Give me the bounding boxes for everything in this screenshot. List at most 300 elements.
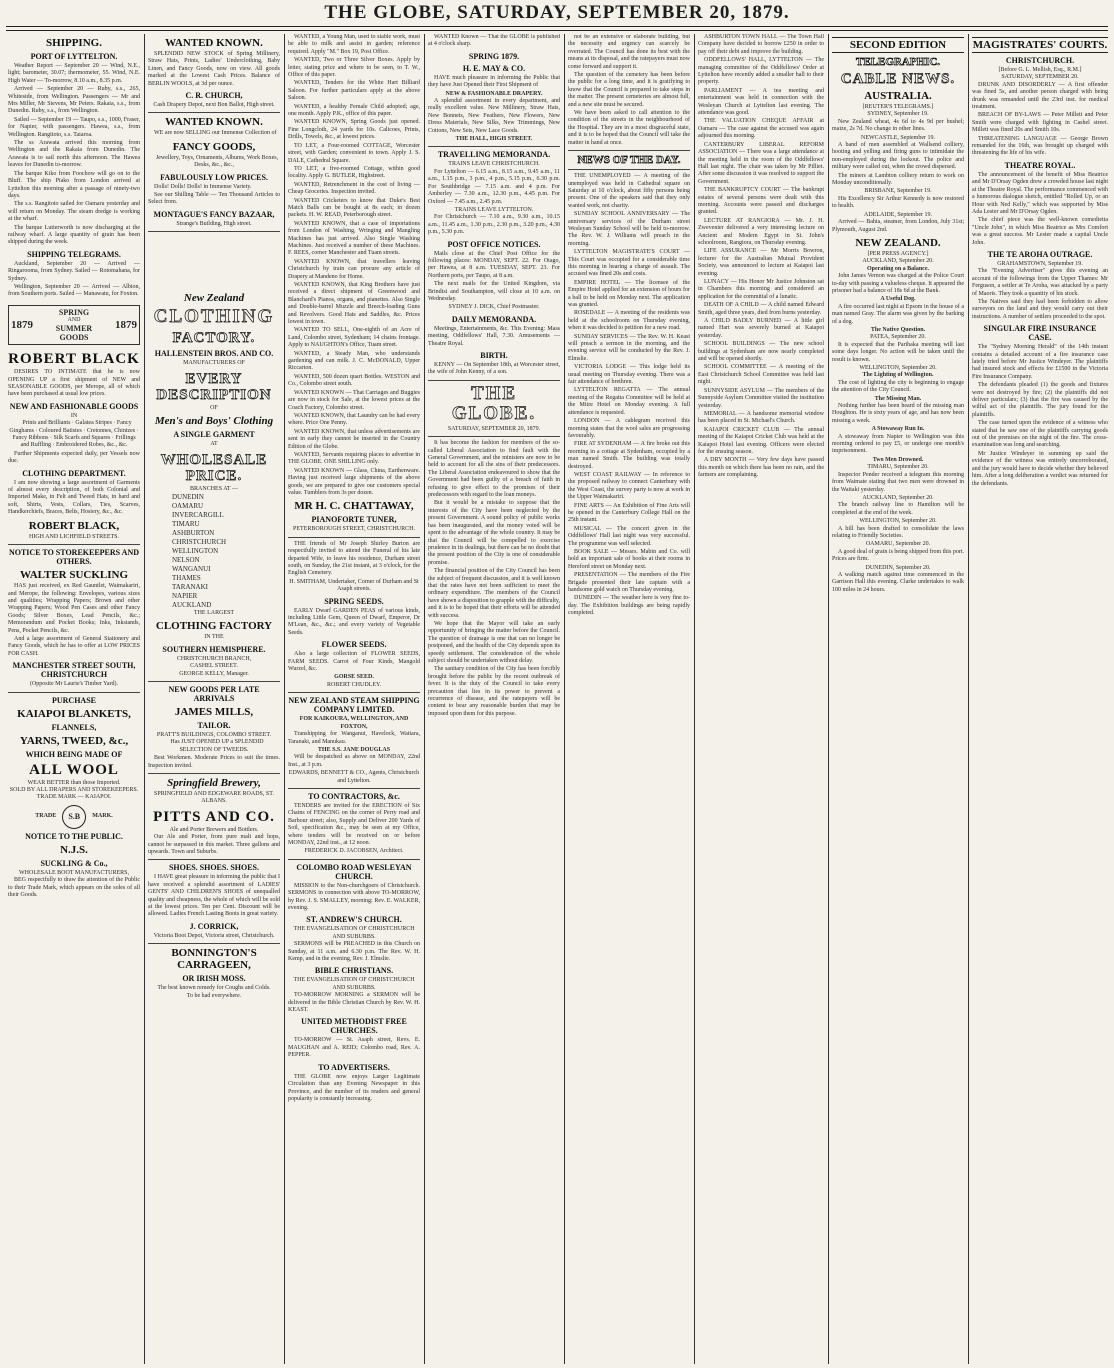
divider [8,692,140,693]
insurance-case-text: The defendants pleaded (1) the goods and fixtures were not destroyed by fire; (2) the plaintiffs did not deliver particulars; (3) that the fire was caused by the wilful act of the plaintiffs. The jury found for the plaintiffs. [972,382,1108,418]
news-item: LONDON — A cablegram received this morning states that the wool sales are progressing favourably. [568,418,690,439]
spring-1879: SPRING 1879. [468,51,520,61]
manchester-note: (Opposite Mr Laurie's Timber Yard). [29,681,119,688]
the-largest: THE LARGEST [193,609,235,616]
clothing-word: CLOTHING [153,306,275,328]
kaiapoi-blankets: KAIAPOI BLANKETS, [17,707,131,720]
magistrates-courts-heading: MAGISTRATES' COURTS. [972,39,1108,51]
news-item: MEMORIAL — A handsome memorial window has been placed in St. Michael's Church. [698,410,824,425]
ship-departure: Will be despatched as above on MONDAY, 22nd Inst., at 3 p.m. [288,754,420,768]
divider [288,788,420,789]
ship-name: THE S.S. JANE DOUGLAS [317,746,391,753]
chattaway-title: MR H. C. CHATTAWAY, [294,500,414,513]
united-methodist-heading: UNITED METHODIST FREE CHURCHES. [301,1017,407,1036]
news-item: FIRE AT SYDENHAM — A fire broke out this morning in a cottage at Sydenham, occupied by a man named Smith. The building was totally destroyed. [568,441,690,470]
branch-town: THAMES [172,573,201,582]
news-item: EMPIRE HOTEL — The licensee of the Empire Hotel applied for an extension of hours for a ball to be held on Monday next. The application was granted. [568,279,690,308]
new-fashion-heading: NEW AND FASHIONABLE GOODS [9,401,139,411]
cable-item: A good deal of grain is being shipped from this port. Prices are firm. [832,548,964,563]
flower-seeds-heading: FLOWER SEEDS. [321,640,387,650]
wanted-known-heading: WANTED KNOWN. [165,116,263,129]
divider [148,859,280,860]
flower-seeds-text: Also a large collection of FLOWER SEEDS, FARM SEEDS. Carrot of Four Kinds, Mangold Wurzel, &c. [288,651,420,673]
robert-black-address: HIGH AND LICHFIELD STREETS. [29,533,119,540]
cable-item: Nothing further has been heard of the missing man Houghton. He is sixty years of age, and has now been missing a week. [832,403,964,424]
divider [148,681,280,682]
news-item: PARLIAMENT — A tea meeting and entertainment was held in connection with the Wesleyan Church at Lyttelton last evening. The attendance was good. [698,87,824,117]
classified-ad: WANTED KNOWN, that Laundry can be had every where. Price One Penny. [288,412,420,427]
subheading: Operating on a Balance. [866,265,929,272]
spacer [148,235,280,289]
cable-item: Inspector Pender received a telegram this morning from Waimate stating that two men were drowned in the Waitaki yesterday. [832,471,964,493]
news-item: CANTERBURY LIBERAL REFORM ASSOCIATION — There was a large attendance at the meeting held in the room of the Oddfellows' Hall last night. The chair was taken by Mr Pilliet. After some discussion it was resolved to support the Government. [698,141,824,185]
news-item: SCHOOL COMMITTEE — A meeting of the East Christchurch School Committee was held last night. [698,364,824,386]
dateline: AUCKLAND, September 20. [862,258,934,265]
mission-text: MISSION to the Non-churchgoers of Christchurch. SERMONS in connection with above TO-MORROW, by Rev. J. S. SMALLEY, morning; Rev. E. WALKER, evening. [288,882,420,911]
sermons-text: SERMONS will be PREACHED in this Church on Sunday, at 11 a.m. and 6.30 p.m. The Rev. W. H. Kemp, and in the evening, Rev. J. Elmslie. [288,941,420,963]
njs-title: N.J.S. [60,843,88,856]
news-item: DEATH OF A CHILD — A child named Edward Smith, aged three years, died from burns yesterday. [698,302,824,316]
tenders-text: TENDERS are invited for the ERECTION of Six Chains of FENCING on the corner of Perry road and Barbour street; also, Supply and Deliver 200 Yards of Soil, specification &c., may be seen at my Office, where tenders will be received on or before MONDAY, 22nd inst., at 12 noon. [288,802,420,846]
irish-moss: OR IRISH MOSS. [182,974,246,984]
spring-seeds-heading: SPRING SEEDS. [324,596,384,606]
court-date: SATURDAY, SEPTEMBER 20. [1001,74,1079,81]
springfield-brewery: Springfield Brewery, [167,776,261,789]
cable-item: A stowaway from Napier to Wellington was this morning ordered to pay £5, or undergo one month's imprisonment. [832,433,964,455]
clothing-dept-text: I am now showing a large assortment of Garments of almost every description, of both Colonial and Imported Make, in Felt and Tweed Hats, in hard and soft, Shirts, Vests, Collars, Ties, Scarves, Handkerchiefs, Braces, Belts, Hosiery, &c., &c. [8,479,140,516]
cable-item: The branch railway line to Hamilton will be completed at the end of the week. [832,502,964,516]
editorial-paragraph: The financial position of the City Council has been the subject of frequent discussion, and it is well known that the rates have not been sufficient to meet the ordinary expenditure. The members of the Council have shown a disposition to grapple with the difficulty, and it is to be hoped that their efforts will be attended with success. [428,568,560,619]
news-item: SCHOOL BUILDINGS — The new school buildings at Sydenham are now nearly completed and will be opened shortly. [698,341,824,363]
court-case: BREACH OF BY-LAWS — Peter Millett and Peter Smith were charged with fighting in Cashel street. Millett was fined 20s and Smith 10s. [972,112,1108,134]
te-aroha-report: The "Evening Advertiser" gives this evening an account of the followings from the Upper Thames: Mr Ferguson, a settler at Te Aroha, was attacked by a party of Maoris. They took a quantity of his stock. [972,268,1108,297]
cable-item: The cost of lighting the city is beginning to engage the attention of the City Council. [832,379,964,394]
classified-ad: WANTED KNOWN, Spring Goods just opened. Fine Longcloth, 24 yards for 10s. Calicoes, Prints, Drills, Towels, &c., at lowest prices. [288,119,420,141]
cable-item: His Excellency Sir Arthur Kennedy is now restored to health. [832,195,964,210]
subheading: A Stowaway Run In. [871,426,925,433]
postmaster: SYDNEY J. DICK, Chief Postmaster. [448,304,540,311]
cable-item: A walking match against time commenced in the Garrison Hall this evening. Clarke undertakes to walk 100 miles in 24 hours. [832,571,964,593]
goods-word: GOODS [59,333,89,343]
millinery-ad: SPLENDID NEW STOCK of Spring Millinery, Straw Hats, Prints, Ladies' Underclothing, Baby Linen, and Fancy Goods, now on view. All goods marked at the Lowest Cash Prices. Balance of BERLIN WOOLS, at 3d per ounce. [148,51,280,87]
spring-word: SPRING [58,307,90,317]
reuter-credit: [REUTER'S TELEGRAMS.] [862,104,934,110]
subheading: The Lighting of Wellington. [862,372,934,379]
trains-lyttelton: TRAINS LEAVE LYTTELTON. [454,206,534,213]
news-item: THE VALUATION CHEQUE AFFAIR at Oamaru — The case against the accused was again adjourned this morning. [698,118,824,140]
classified-ad: WANTED KNOWN, that a case of importations from London of Washing, Wringing and Mangling Machines has just arrived. Also Single Washing Machines. Just received a number of these Machines. F. REES, corner Manchester and Tuam streets. [288,220,420,257]
te-aroha-heading: THE TE AROHA OUTRAGE. [987,249,1093,259]
te-aroha-report: The Natives said they had been forbidden to allow surveyors on the land and they would carry out their instructions. A number of settlers proceeded to the spot. [972,298,1108,320]
kelly-manager: GEORGE KELLY, Manager. [179,670,249,677]
cable-item: A bill has been drafted to consolidate the laws relating to Friendly Societies. [832,525,964,539]
cable-item: It is expected that the Parihaka meeting will last some days longer. No action will be taken until the result is known. [832,341,964,363]
dateline: SYDNEY, September 19. [867,111,929,118]
australia-heading: AUSTRALIA. [864,90,932,102]
branches-at: BRANCHES AT — [190,485,238,492]
news-item: ASHBURTON TOWN HALL — The Town Hall Company have decided to borrow £250 in order to pay off their debt and improve the building. [698,34,824,55]
news-item: LUNACY — His Honor Mr Justice Johnston sat in Chambers this morning and considered an application for the committal of a lunatic. [698,279,824,300]
weather-report: Weather Report — September 20 — Wind, N.E., light; barometer, 30.07; thermometer, 55. Wind, N.E. High Water — To-morrow, 8.10 a.m., 8.35 p.m. [8,63,140,84]
news-item: THE UNEMPLOYED — A meeting of the unemployed was held in Cathedral square on Saturday at 10 o'clock, about fifty persons being present. One of the speakers said that they only wanted work, not charity. [568,173,690,209]
branch-town: TIMARU [172,519,200,528]
insurance-case-text: The "Sydney Morning Herald" of the 14th instant contains a detailed account of a fire insurance case lately tried before Mr Justice Windeyer. The plaintiffs had insured stock and effects for £1500 in the Victoria Fire Insurance Company. [972,344,1108,380]
classified-ad: WANTED, a healthy Female Child adopted; age, one month. Apply P.K., office of this paper. [288,103,420,118]
selling-collection: WE are now SELLING our Immense Collection of [154,130,277,137]
shipping-telegrams-heading: SHIPPING TELEGRAMS. [27,249,121,259]
and-word: AND [67,316,81,323]
montague-address: Strange's Building, High street. [176,220,252,227]
single-garment: A SINGLE GARMENT [173,430,255,440]
gorse-seed: GORSE SEED. [334,674,374,681]
tuner-address: PETERBOROUGH STREET, CHRISTCHURCH. [293,526,415,533]
subheading: Two Men Drowned. [872,456,924,463]
news-item: MUSICAL — The concert given in the Oddfellows' Hall last night was very successful. The programme was well selected. [568,525,690,547]
piano-tuner: PIANOFORTE TUNER, [311,515,397,525]
evangelisation-note: THE EVANGELISATION OF CHRISTCHURCH AND SUBURBS. [293,926,415,940]
daily-memoranda: DAILY MEMORANDA. [451,314,537,324]
news-item: ODDFELLOWS' HALL, LYTTELTON — The managing committee of the Oddfellows' Order at Lyttelton have recently added a smaller hall to their property. [698,57,824,86]
in-the: IN THE [204,634,224,641]
may-co: H. E. MAY & CO. [462,63,526,73]
dateline: AUCKLAND, September 20. [862,494,934,501]
hallenstein-bros: HALLENSTEIN BROS. AND CO. [154,349,274,359]
news-item: FINE ARTS — An Exhibition of Fine Arts will be opened in the Canterbury College Hall on the 25th instant. [568,502,690,524]
robert-black-title: ROBERT BLACK [8,351,140,368]
moss-note: To be had everywhere. [186,992,242,999]
spring-summer-ad [8,305,140,345]
divider [428,380,560,381]
fashion-drapery: NEW & FASHIONABLE DRAPERY. [445,90,543,97]
flannels-word: FLANNELS, [51,722,97,732]
cable-news-heading: CABLE NEWS. [840,71,956,87]
branch-town: AUCKLAND [172,600,212,609]
port-heading: PORT OF LYTTELTON. [30,52,118,61]
court-case: DRUNK AND DISORDERLY — A first offender was fined 5s, and another person charged with being drunk was remanded until the 23rd inst. for medical treatment. [972,81,1108,111]
column-rule [828,34,829,1364]
column-rule [564,34,565,1364]
tweeds-note: Has JUST OPENED UP a SPLENDID SELECTION OF TWEEDS. [170,739,264,753]
factory-word: FACTORY. [172,330,256,347]
divider [148,773,280,774]
branch-town: DUNEDIN [172,492,204,501]
walter-suckling-text: HAS just received, ex Red Gauntlet, Waimakariri, and Merope, the following: Envelopes, various sizes and qualities; Wrapping Papers; Brown and other Wrapping Papers; Wood Pen Cases and other Fancy Goods; Silver Boxes, Lead Pencils, &c.; Memorandum and Pocket Books; Inks, Inkstands, Pens, Pocket Pencils, &c. [8,583,140,634]
brewery-address: SPRINGFIELD AND EDGEWARE ROADS, ST. ALBANS. [154,790,274,805]
column-editorial [428,34,560,1364]
classified-ad: WANTED, a Steady Man, who understands gardening and can milk. J. C. McDONALD, Upper Riccarton. [288,350,420,372]
court-case: THREATENING LANGUAGE — George Brown remanded for the 16th, was brought up charged with threatening the life of his wife. [972,135,1108,157]
masthead: THE GLOBE, SATURDAY, SEPTEMBER 20, 1879. [324,2,790,23]
before-magistrate: [Before G. L. Mellish, Esq., R.M.] [998,67,1082,73]
news-item: THE BANKRUPTCY COURT — The bankrupt estates of several persons were dealt with this morning. Accounts were passed and discharges granted. [698,187,824,216]
trains-christchurch: TRAINS LEAVE CHRISTCHURCH. [448,161,540,168]
column-rule [284,34,285,1364]
news-item: KAIAPOI CRICKET CLUB — The annual meeting of the Kaiapoi Cricket Club was held at the Kaiapoi Hotel last evening. Officers were elected for the ensuing season. [698,426,824,455]
branch-town: INVERCARGILL [172,510,224,519]
birth-notice: KENNY — On September 18th, at Worcester street, the wife of John Kenny, of a son. [428,362,560,376]
undertaker: H. SMITHAM, Undertaker, Corner of Durham and St Asaph streets. [289,578,419,593]
in-word: IN [70,412,78,419]
classified-ad: TO LET, a five-roomed Cottage, within good locality. Apply G. BUTLER, Highstreet. [288,165,420,180]
trade-word: TRADE [35,813,57,820]
telegram-wellington: Wellington, September 20 — Arrived — Albion, from Southern ports. Sailed — Manawatu, for Foxton. [8,283,140,298]
branch-list [148,493,280,610]
at-word: AT [210,441,218,448]
the-hall: THE HALL, HIGH STREET. [455,136,533,143]
divider [428,436,560,437]
cable-item: Arrived — Bahia, steamer, from London, July 31st; Plymouth, August 2nd. [832,219,964,233]
divider [288,859,420,860]
manchester-street: MANCHESTER STREET SOUTH, CHRISTCHURCH [12,661,136,680]
divider [568,169,690,170]
christchurch-heading: CHRISTCHURCH. [1005,56,1075,65]
clothing-dept-heading: CLOTHING DEPARTMENT. [22,468,126,478]
year-left: 1879 [11,318,33,331]
trade-mark-kaiapoi: TRADE MARK — KAIAPOI. [36,794,112,801]
classified-ad: TO LET, a Four-roomed COTTAGE, Worcester street, with Garden; convenient to town. Apply J. S. DALE, Cathedral Square. [288,142,420,164]
dateline: BRISBANE, September 19. [864,188,932,195]
classified-ad: WANTED KNOWN, that travellers leaving Christchurch by train can procure any article of Drapery at Mandeno for Home. [288,258,420,280]
classified-ad: WANTED Cricketers to know that Duke's Best Match Balls can be bought at 8s each; in dozen packets. H. W. READ, Peterborough street. [288,197,420,219]
news-item: A CHILD BADLY BURNED — A little girl named Hart was severely burned at Kaiapoi yesterday. [698,318,824,339]
news-item: LECTURE AT RANGIORA — Mr. J. H. Zwevenier delivered a very interesting lecture on Ancient and Modern Egypt in St. John's schoolroom, Rangiora, on Thursday evening. [698,217,824,246]
contractors-heading: TO CONTRACTORS, &c. [308,791,400,801]
church-name: C. R. CHURCH, [185,91,243,101]
robert-black-intro: DESIRES TO INTIMATE that he is now OPENING UP a first shipment of NEW and SEASONABLE GOODS, per Merope, all of which have been purchased at usual low prices. [8,369,140,398]
divider [288,537,420,538]
shipping-note: The s.s. Rangitoto sailed for Oamaru yesterday and will return on Monday. The steam dredge is working at the wharf. [8,201,140,223]
editorial-paragraph: We hope that the Mayor will take an early opportunity of bringing the matter before the Council. The question of drainage is one that can no longer be postponed, and the health of the City depends upon its speedy settlement. The consideration of the whole subject should be undertaken without delay. [428,620,560,664]
dateline: TIMARU, September 20. [867,464,929,471]
new-goods-arrivals: NEW GOODS PER LATE ARRIVALS [168,684,260,703]
classified-ad: WANTED, Two or Three Silver Boxes. Apply by letter, stating price and where to be seen, to T. W., Office of this paper. [288,57,420,79]
manufacturers-of: MANUFACTURERS OF [183,360,245,367]
memoranda-text: Meetings, Entertainments, &c. This Evening: Mass meeting, Oddfellows' Hall, 7.30. Amusements — Theatre Royal. [428,325,560,347]
james-mills: JAMES MILLS, [174,705,254,718]
classified-ad: WANTED, Servants requiring places to advertise in THE GLOBE. ONE SHILLING only. [288,451,420,466]
may-goods: A splendid assortment in every department, and really excellent value. New Millinery, Straw Hats, New Bonnets, New Feathers, New Flowers, New Dress Materials, New Silks, New Trimmings, New Cottons, New Sets, New Lace Goods. [428,98,560,134]
corrick-name: J. CORRICK, [189,921,239,931]
classified-ad: WANTED KNOWN — That Carriages and Buggies are now in stock for Sale, at the lowest prices at the Coach Factory, Colombo street. [288,389,420,411]
masthead-rule-top [6,26,1108,27]
shilling-table: See our Shilling Table — Ten Thousand Articles to Select from. [148,192,280,206]
shoes-heading: SHOES. SHOES. SHOES. [168,863,260,873]
telegraphic-heading: TELEGRAPHIC. [855,56,941,68]
wanted-known-heading: WANTED KNOWN. [165,37,263,49]
shipping-note: The barque Lutterworth is now discharging at the railway wharf. A large quantity of grain has been shipped during the week. [8,224,140,246]
dateline: DUNEDIN, September 20. [865,564,931,571]
sold-by: SOLD BY ALL DRAPERS AND STOREKEEPERS. [9,786,139,793]
fancy-goods-list: Jewellery, Toys, Ornaments, Albums, Work Boxes, Desks, &c., &c., [155,154,279,169]
column-news-continued [698,34,824,1364]
suckling-co: SUCKLING & Co., [40,858,108,868]
transhipping-note: Transhipping for Wanganui, Havelock, Waitara, Taranaki, and Manukau. [288,731,420,745]
news-item: WEST COAST RAILWAY — In reference to the proposed railway to connect Canterbury with the West Coast, the survey party is now at work in the Upper Waimakariri. [568,471,690,501]
trade-mark-block [8,805,140,829]
mails-text: Mails close at the Chief Post Office for the following places: MONDAY, SEPT. 22. For Otago, per Hawea, at 8 a.m. TUESDAY, SEPT. 23. For Northern ports, per Taupo, at 8 a.m. [428,250,560,279]
branch-town: ASHBURTON [172,528,215,537]
news-item: DUNEDIN — The weather here is very fine to-day. The Exhibition buildings are being rapidly completed. [568,595,690,617]
shipping-agents: EDWARDS, BENNETT & CO., Agents, Christchurch and Lyttelton. [288,770,420,784]
news-item: PRESENTATION — The members of the Fire Brigade presented their late captain with a handsome gold watch on Thursday evening. [568,572,690,594]
classified-ad: WANTED Known — That the GLOBE is published at 4 o'clock sharp. [428,34,560,48]
shoes-text: I HAVE great pleasure in informing the public that I have received a splendid assortment of LADIES' GENTS' AND CHILDREN'S SHOES of unequalled quality and cheapness, the whole of which will be sold at the lowest prices. Ten per Cent. Discount will be allowed. Ladies French Lasting Boots in great variety. [148,874,280,918]
wholesale-boot: WHOLESALE BOOT MANUFACTURERS, [19,869,129,876]
kaikoura-route: FOR KAIKOURA, WELLINGTON, AND FOXTON, [299,716,409,730]
dateline: WELLINGTON, September 20. [859,518,937,525]
new-zealand-heading: NEW ZEALAND. [855,236,941,249]
classified-ad: WANTED KNOWN, that King Brothers have just received a direct shipment of Greenwood and Blanchard's Pianos, organs, and pianettes. Also Single and Double-barrel Muzzle and Breech-loading Guns and Revolvers. Good Hats and Saddles, &c. Prices lowest in town. [288,282,420,326]
new-zealand-word: New Zealand [183,292,245,305]
column-rule [424,34,425,1364]
classified-ad: WANTED, Tenders for the White Hart Billiard Saloon. For further particulars apply at the above Saloon. [288,80,420,102]
trains-schedule: For Lyttelton — 6.15 a.m., 8.15 a.m., 9.45 a.m., 11 a.m., 1.15 p.m., 3 p.m., 4 p.m., 5.15 p.m., 6.30 p.m. For Southbridge — 7.15 a.m. and 4 p.m. For Amberley — 7.30 a.m., 12.30 p.m., 4.45 p.m. For Oxford — 7.45 a.m., 2.45 p.m. [428,168,560,205]
yarns-tweed: YARNS, TWEED, &c., [19,734,129,747]
nz-shipping-company: NEW ZEALAND STEAM SHIPPING COMPANY LIMITED. [288,696,420,715]
divider [148,231,280,232]
which-being-made: WHICH BEING MADE OF [25,749,123,759]
evangelisation-note: THE EVANGELISATION OF CHRISTCHURCH AND SUBURBS. [293,977,415,991]
editorial-paragraph: We have been asked to call attention to the condition of the streets in the neighbourhood of the Hospital. They are in a most disgraceful state, and it is to be hoped that the Council will take the matter in hand at once. [568,110,690,146]
classified-ad: WANTED, a Young Man, used to stable work, must be able to milk and assist in garden; reference required. Apply "M." Box 19, Post Office. [288,34,420,55]
bible-sermon-text: TO-MORROW MORNING a SERMON will be delivered in the Bible Christian Church by Rev. W. H. KEAST. [288,992,420,1014]
year-right: 1879 [114,318,137,331]
clothing-factory: CLOTHING FACTORY [155,620,273,633]
theatre-review: The chief piece was the well-known comedietta "Uncle John", in which Miss Beatrice as Mrs Comfort was a great success. Mr Lester made a capital Uncle John. [972,217,1108,246]
wholesale-price: WHOLESALE PRICE. [160,451,268,484]
corrick-address: Victoria Boot Depot, Victoria street, Christchurch. [153,932,275,939]
moss-description: The best known remedy for Coughs and Colds. [157,985,271,992]
notice-storekeepers: NOTICE TO STOREKEEPERS AND OTHERS. [8,548,140,567]
news-item: LIFE ASSURANCE — Mr Morris Bowron, lecturer for the Australian Mutual Provident Society, was announced to lecture at Kaiapoi last evening. [698,248,824,277]
cable-item: A fire occurred last night at Epsom in the house of a man named Gray. The alarm was given by the barking of a dog. [832,303,964,325]
dateline: NEWCASTLE, September 19. [861,134,935,141]
bible-christians-heading: BIBLE CHRISTIANS. [314,966,394,976]
editorial-date: SATURDAY, SEPTEMBER 20, 1879. [447,425,541,432]
divider [148,943,280,944]
every-description: EVERY DESCRIPTION [156,370,272,403]
trade-mark-logo: S.B [62,805,86,829]
shipping-note: The ss Arawata arrived this morning from Wellington and the Rakaia from Dunedin. The Arawata is to sail north this afternoon. The Hawea leaves for Dunedin to-morrow. [8,140,140,169]
branch-town: TARANAKI [172,582,208,591]
news-of-the-day: NEWS OF THE DAY. [577,154,681,167]
cable-item: The miners at Lambton colliery return to work on Monday unconditionally. [832,172,964,187]
fabulously-low: FABULOUSLY LOW PRICES. [160,172,268,182]
insurance-case-text: Mr Justice Windeyer in summing up said the evidence of the witness was entirely uncorroborated, and the jury would have to decide whether they believed him. After a long deliberation a verdict was returned for the defendants. [972,450,1108,487]
methodist-text: TO-MORROW — St. Asaph street, Revs. E. MAUGHAN and A. REID; Colombo road, Rev. A. PEPPER. [288,1037,420,1059]
trade-mark-note: BEG respectfully to draw the attention of the Public to their Trade Mark, which appears on the soles of all their Goods. [8,877,140,898]
classified-ad: WANTED TO SELL, One-eighth of an Acre of Land, Colombo street, Sydenham; 14 chains frontage. Apply to NAUGHTON's Office, Tuam street. [288,327,420,349]
column-rule [144,34,145,1364]
summer-word: SUMMER [55,324,93,334]
dateline: ADELAIDE, September 19. [864,211,932,218]
subheading: The Native Question. [870,326,926,333]
divider [8,544,140,545]
dateline: OAMARU, September 20. [865,541,931,548]
news-item: SUNDAY SCHOOL ANNIVERSARY — The anniversary services of the Durham street Wesleyan Sunday School will be held to-morrow. The Rev. W. J. Williams will preach in the morning. [568,211,690,247]
st-andrews-heading: ST. ANDREW'S CHURCH. [306,915,402,925]
cable-item: New Zealand wheat, 4s 6d to 4s 9d per bushel; maize, 2s 7d. No change in other lines. [832,118,964,133]
classified-ad: WANTED KNOWN, that unless advertisements are sent in early they cannot be inserted in the Country Edition of the Globe. [288,428,420,450]
dateline: PATEA, September 20. [870,334,926,341]
news-item: A DRY MONTH — Very few days have passed this month on which there has been no rain, and the farmers are complaining. [698,457,824,479]
walter-suckling-title: WALTER SUCKLING [19,569,129,582]
christchurch-branch: CHRISTCHURCH BRANCH, [176,655,252,662]
insurance-case-text: The case turned upon the evidence of a witness who stated that he saw one of the plaintiffs carrying goods out of the premises on the night of the fire. The cross-examination was long and searching. [972,420,1108,449]
cable-item: John James Vernon was charged at the Police Court to-day with passing a valueless cheque. It appeared the prisoner had a balance of 18s 6d at the Bank. [832,273,964,294]
second-edition: SECOND EDITION [832,37,964,53]
wesleyan-heading: COLOMBO ROAD WESLEYAN CHURCH. [296,862,412,881]
seeds-text: EARLY Dwarf GARDEN PEAS of various kinds, including Little Gem, Queen of Dwarf, Emperor, Dr M'Lean, &c., &c.; and every variety of Vegetable Seeds. [288,607,420,636]
branch-town: NELSON [172,555,200,564]
mails-text: The next mails for the United Kingdom, via Brindisi and Southampton, will close at 10 a.m. on Wednesday. [428,281,560,302]
news-item: BOOK SALE — Messrs. Mabin and Co. will hold an important sale of books at their rooms in Hereford street on Monday next. [568,549,690,570]
birth-heading: BIRTH. [480,351,508,360]
travelling-heading: TRAVELLING MEMORANDA. [437,150,551,160]
editorial-paragraph: It has become the fashion for members of the so-called Liberal Association to find fault with the General Government, and the ministers are now to be held to account for all the sins of their predecessors. The Liberal Association endeavoured to show that the Government had been guilty of a breach of faith in refusing to give effect to the promises of their predecessors with regard to the loan moneys. [428,440,560,499]
telegram-auckland: Auckland, September 20 — Arrived — Ringarooma, from Sydney. Sailed — Rotomahana, for Sydney. [8,260,140,282]
branch-town: WELLINGTON [172,546,219,555]
branch-town: WANGANUI [172,564,211,573]
column-telegraphic [832,34,964,1364]
of-word: OF [210,404,218,411]
pitts-co: PITTS AND CO. [153,808,275,825]
advertisers-heading: TO ADVERTISERS. [318,1062,390,1072]
trains-schedule: For Christchurch — 7.10 a.m., 9.30 a.m., 10.15 a.m., 11.45 a.m., 1.30 p.m., 2.30 p.m., 3.20 p.m., 4.30 p.m., 5.30 p.m. [428,214,560,236]
walter-suckling-offer: And a large assortment of General Stationery and Fancy Goods, which he has to offer at LOW PRICES FOR CASH. [8,635,140,657]
classified-ad: WANTED, Retrenchment in the cost of living — Cheap Groceries. Inspection invited. [288,181,420,196]
column-rule [694,34,695,1364]
shipments-note: Further Shipments expected daily, per Vessels now due. [8,450,140,465]
chudley-name: ROBERT CHUDLEY. [326,681,382,688]
branch-town: CHRISTCHURCH [172,537,227,546]
insurance-case-heading: SINGULAR FIRE INSURANCE CASE. [983,324,1097,343]
divider [428,146,560,147]
classified-ad: WANTED, 500 dozen quart Bottles. WESTON and Co., Colombo street south. [288,373,420,388]
dolls-note: Dolls! Dolls! Dolls! in Immense Variety. [154,183,252,190]
shipping-heading: SHIPPING. [46,37,102,49]
news-item: LYTTELTON MAGISTRATE'S COURT — This Court was occupied for a considerable time this morning in hearing a charge of assault. The accused was fined 20s and costs. [568,249,690,278]
news-item: SUNDAY SERVICES — The Rev. W. H. Keast will preach a sermon in the morning, and the evening service will be conducted by the Rev. J. Elmslie. [568,333,690,362]
divider [568,150,690,151]
editorial-paragraph: But it would be a mistake to suppose that the interests of the City have been neglected by the present Government. A sound policy of public works has been inaugurated, and the money voted will be spent to the advantage of the whole country. It may be that the Council will be compelled to exercise prudence in its dealings, but there can be no doubt that the present position of the City is one of considerable promise. [428,500,560,566]
column-ads-left [148,34,280,1364]
may-intro: HAVE much pleasure in informing the Public that they have Just Opened their First Shipment of [428,74,560,89]
theatre-review: The announcement of the benefit of Miss Beatrice and Mr D'Orsay Ogden drew a crowded house last night at the Theatre Royal. The performance commenced with a humorous dialogue sketch, entitled "Rolled Up, or an Hour with Ned Kelly," which was supported by Miss Ada Lester and Mr D'Orsay Ogden. [972,171,1108,215]
all-wool: ALL WOOL [29,761,119,778]
fancy-goods: FANCY GOODS, [172,140,256,153]
dateline: GRAHAMSTOWN, September 19. [997,260,1083,267]
news-item: SUNNYSIDE ASYLUM — The members of the Sunnyside Asylum Committee visited the institution yesterday. [698,387,824,409]
press-agency-credit: [PER PRESS AGENCY.] [867,250,929,257]
branch-town: OAMARU [172,501,204,510]
pratts-buildings: PRATT'S BUILDINGS, COLOMBO STREET. [156,731,272,738]
pitts-subtitle: Ale and Porter Brewers and Bottlers. [169,826,259,833]
post-office-heading: POST OFFICE NOTICES. [447,239,541,249]
divider [148,112,280,113]
news-item: VICTORIA LODGE — This lodge held its usual meeting on Thursday evening. There was a fair attendance of brethren. [568,364,690,386]
best-workmen: Best Workmen. Moderate Prices to suit the times. Inspection invited. [148,755,280,769]
mark-word: MARK. [92,813,113,820]
classified-ad: WANTED KNOWN — Glass, China, Earthenware. Having just received large shipments of the above goods, we are prepared to give our customers special value. Tumblers from 3s per dozen. [288,467,420,496]
robert-black-signature: ROBERT BLACK, [28,519,120,532]
notice-public: NOTICE TO THE PUBLIC. [25,831,123,841]
montague-bazaar: MONTAGUE'S FANCY BAZAAR, [153,209,275,219]
southern-hemisphere: SOUTHERN HEMISPHERE. [162,644,266,654]
wear-better: WEAR BETTER than those Imported. [27,779,121,786]
tailor-word: TAILOR. [197,720,231,730]
purchase-word: PURCHASE [51,695,96,705]
